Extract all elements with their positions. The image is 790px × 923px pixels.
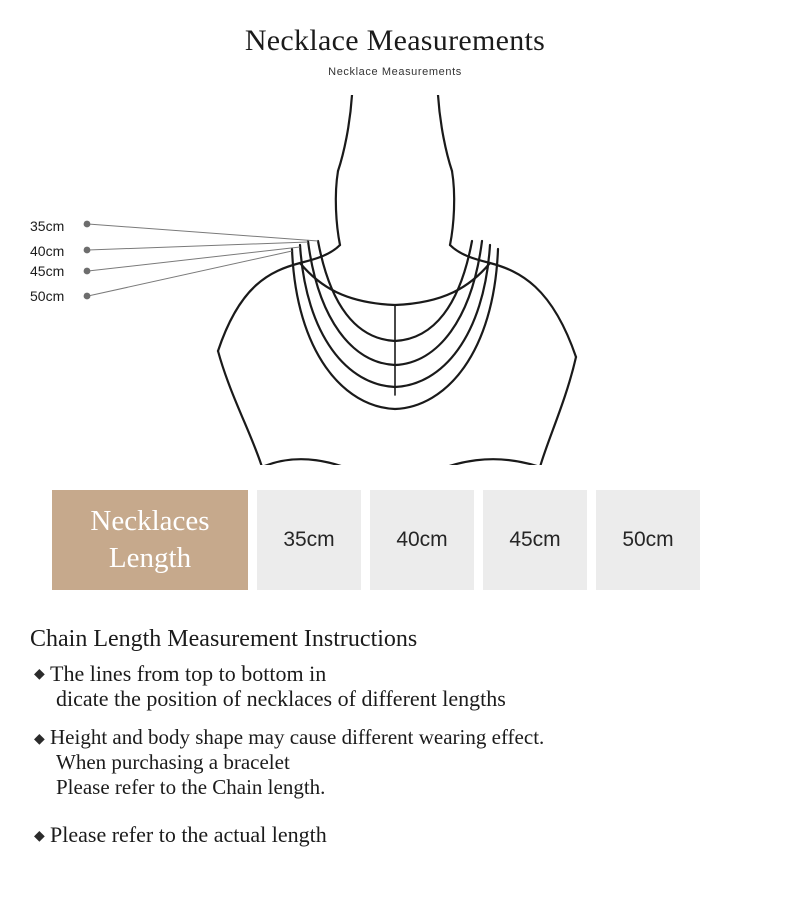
length-label-40cm: 40cm xyxy=(30,243,65,259)
instructions-title: Chain Length Measurement Instructions xyxy=(30,626,418,652)
necklace-diagram xyxy=(0,95,790,465)
instruction-2-line-2: When purchasing a bracelet xyxy=(56,750,290,774)
length-label-50cm: 50cm xyxy=(30,288,65,304)
page-subtitle: Necklace Measurements xyxy=(328,66,462,78)
instruction-item-2 xyxy=(30,725,770,800)
instruction-2-line-1: Height and body shape may cause different wearing effect. xyxy=(50,725,545,749)
table-cell-35cm: 35cm xyxy=(257,490,361,590)
instruction-3-line-1: Please refer to the actual length xyxy=(50,822,327,847)
table-cell-50cm: 50cm xyxy=(596,490,700,590)
table-cell-40cm: 40cm xyxy=(370,490,474,590)
instruction-2-line-3: Please refer to the Chain length. xyxy=(56,775,326,799)
bullet-icon: ◆ xyxy=(34,667,45,682)
instruction-item-1 xyxy=(30,661,770,711)
leader-dots xyxy=(84,221,91,300)
length-label-45cm: 45cm xyxy=(30,263,65,279)
table-header-cell xyxy=(52,490,248,590)
table-header-line2: Length xyxy=(108,542,192,574)
length-label-35cm: 35cm xyxy=(30,218,65,234)
bullet-icon: ◆ xyxy=(34,732,45,747)
page-title: Necklace Measurements xyxy=(244,24,546,57)
instructions-section xyxy=(30,626,770,866)
body-outline-svg xyxy=(0,95,790,465)
instruction-item-3 xyxy=(30,822,770,852)
length-table xyxy=(52,490,738,590)
instruction-1-line-1: The lines from top to bottom in xyxy=(50,661,327,686)
table-header-line1: Necklaces xyxy=(90,505,210,537)
table-cell-45cm: 45cm xyxy=(483,490,587,590)
bullet-icon: ◆ xyxy=(34,829,45,844)
leader-lines xyxy=(88,224,318,296)
instruction-1-line-2: dicate the position of necklaces of different lengths xyxy=(56,686,506,711)
